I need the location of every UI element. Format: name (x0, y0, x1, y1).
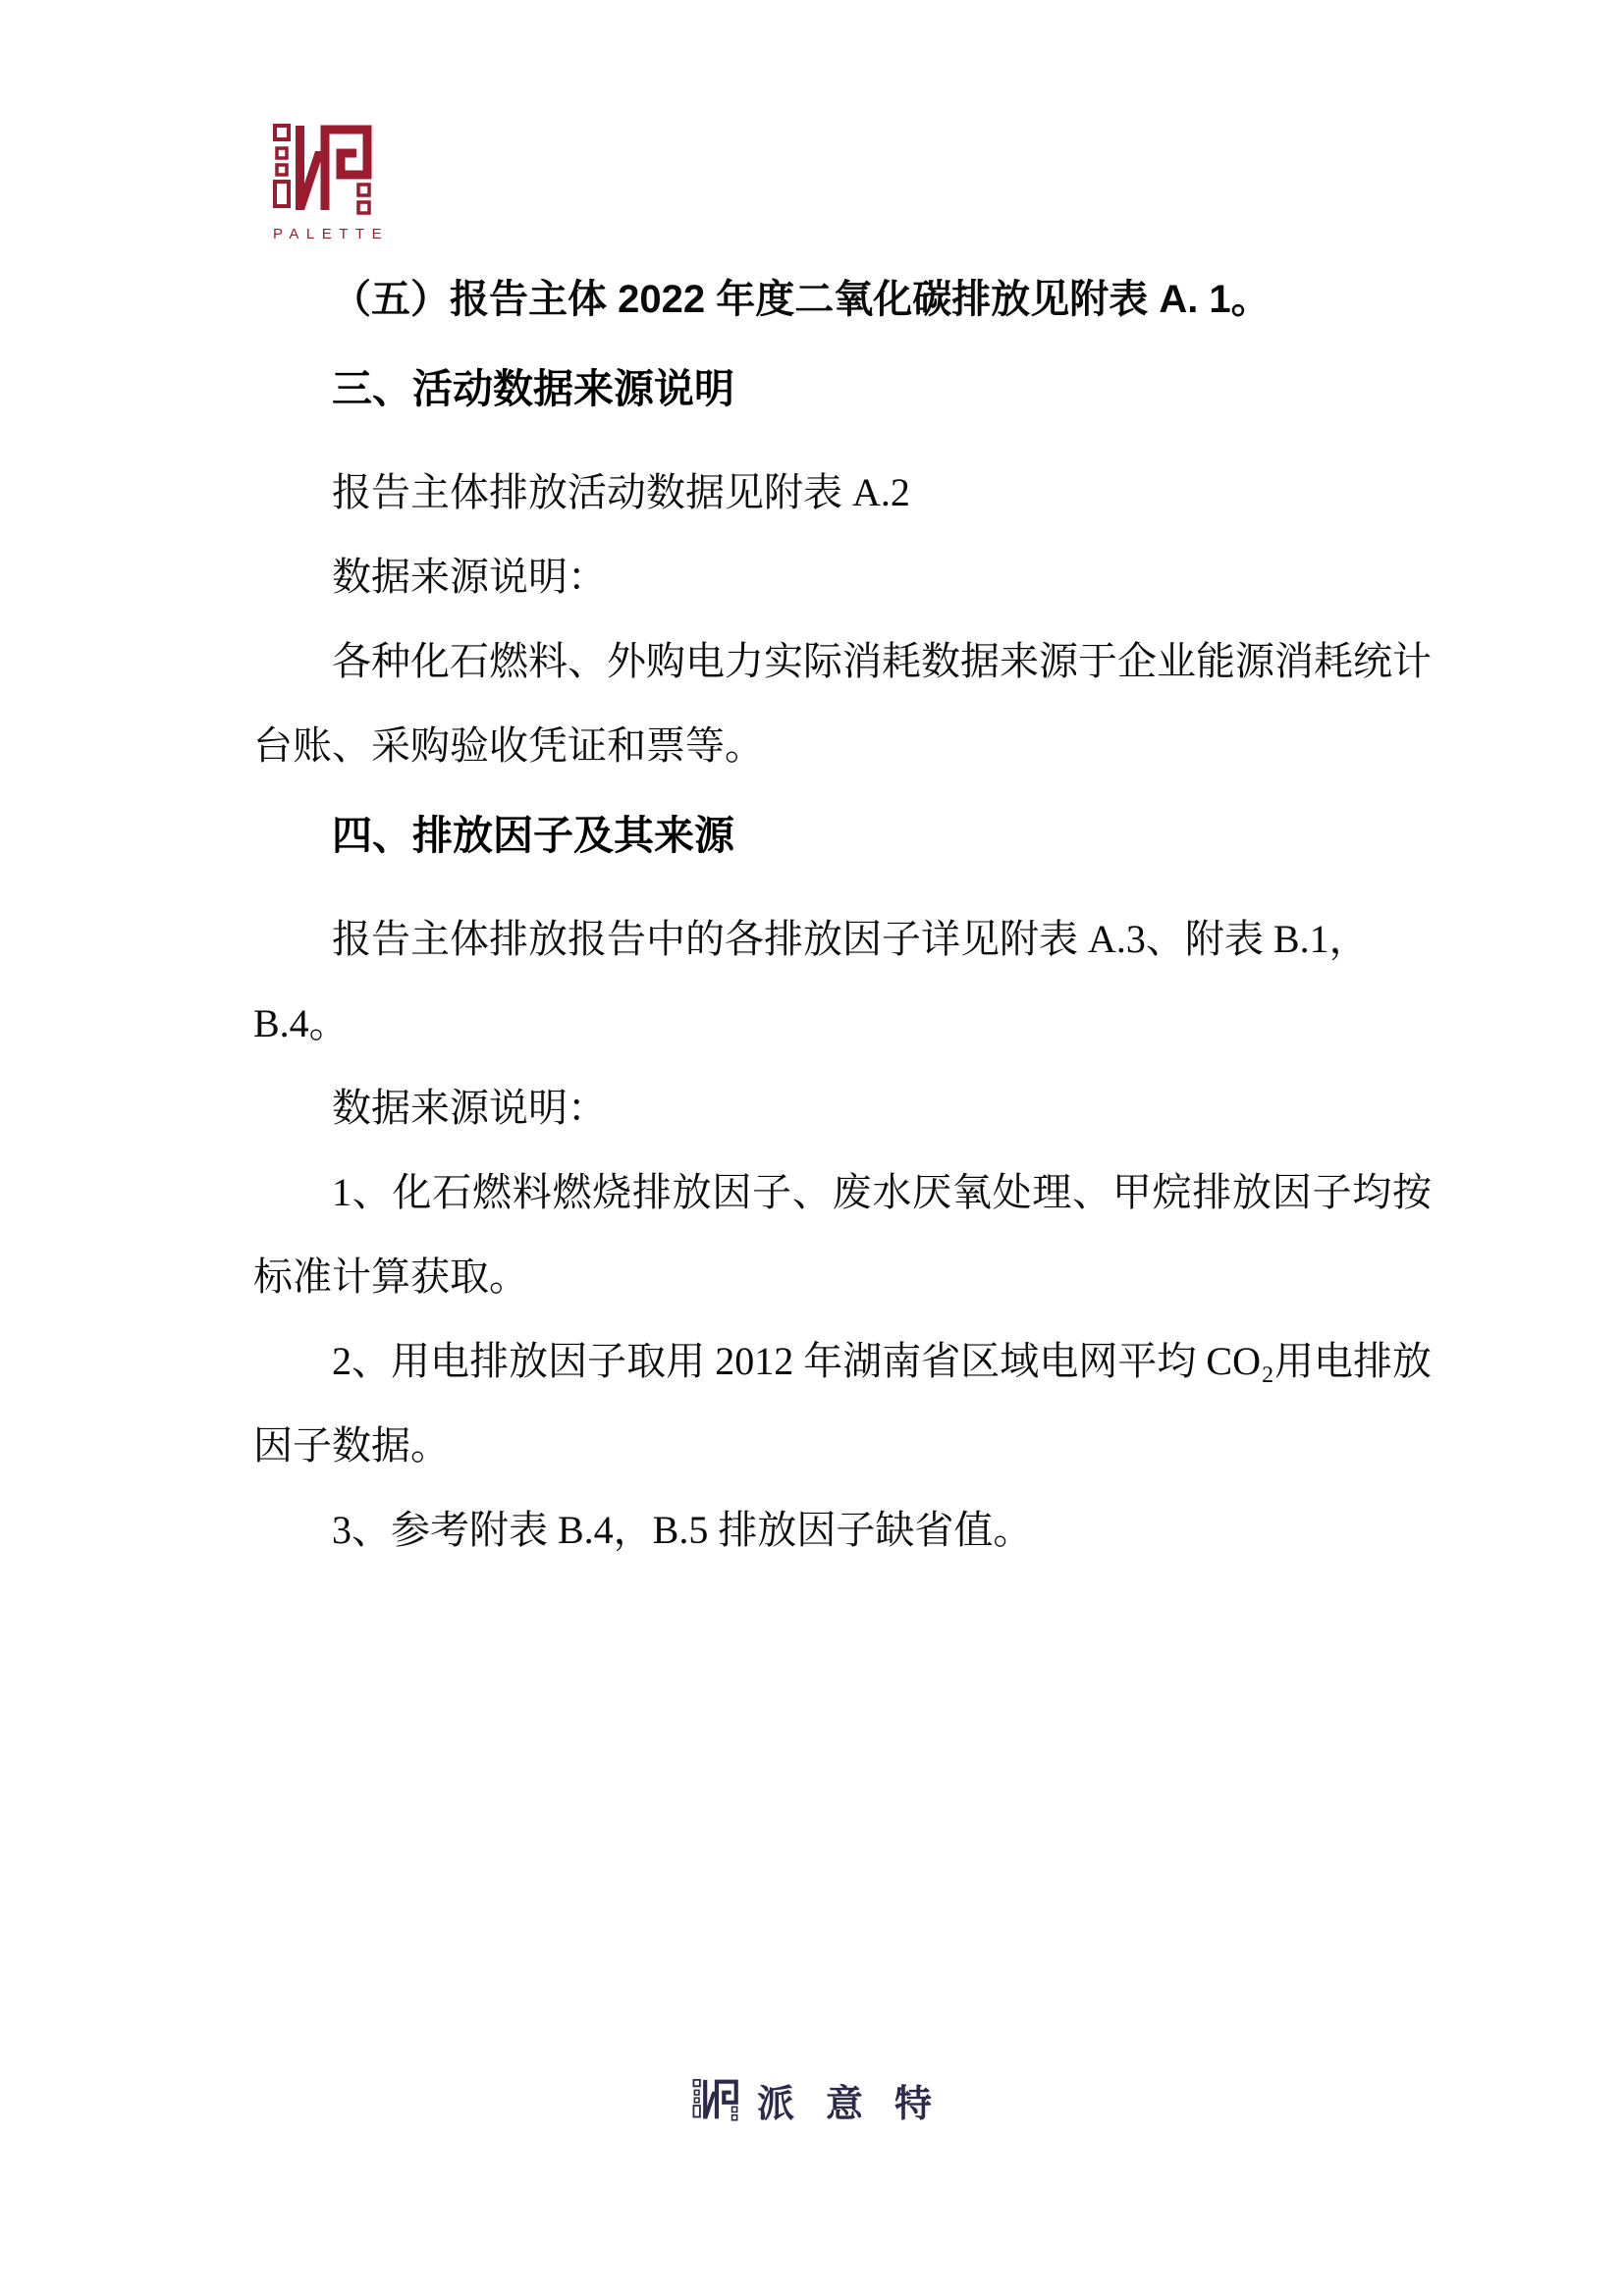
paragraph-line: 2、用电排放因子取用 2012 年湖南省区域电网平均 CO₂用电排放 (332, 1339, 1432, 1383)
page-footer (0, 2073, 1624, 2127)
palette-logo-icon (271, 122, 375, 220)
paragraph-source-label-1: 数据来源说明： (332, 555, 607, 599)
paragraph-item-2 (253, 1319, 1432, 1488)
paragraph-factor-ref: 报告主体排放报告中的各排放因子详见附表 A.3、附表 B.1，B.4。 (253, 917, 1369, 1045)
paragraph-line: 因子数据。 (253, 1423, 450, 1468)
paiyite-logo-icon (692, 2078, 739, 2123)
document-body (253, 257, 1432, 1573)
paragraph-item-3: 3、参考附表 B.4，B.5 排放因子缺省值。 (332, 1508, 1033, 1552)
paragraph-line: 各种化石燃料、外购电力实际消耗数据来源于企业能源消耗统计 (332, 639, 1432, 683)
section-heading-emission-factor: 四、排放因子及其来源 (332, 813, 734, 858)
header-logo (271, 122, 390, 242)
paragraph-source-label-2: 数据来源说明： (332, 1086, 607, 1130)
paragraph-activity-ref: 报告主体排放活动数据见附表 A.2 (332, 470, 910, 514)
paragraph-intro: （五）报告主体 2022 年度二氧化碳排放见附表 A. 1。 (332, 278, 1271, 321)
paragraph-line: 标准计算获取。 (253, 1255, 528, 1299)
paragraph-item-1 (253, 1150, 1432, 1319)
paiyite-logo-text: 派意特 (756, 2084, 963, 2125)
palette-logo-text: PALETTE (273, 226, 390, 242)
paragraph-fuel (253, 619, 1432, 788)
paragraph-line: 台账、采购验收凭证和票等。 (253, 723, 764, 768)
section-heading-activity-data: 三、活动数据来源说明 (332, 366, 734, 411)
paragraph-line: 1、化石燃料燃烧排放因子、废水厌氧处理、甲烷排放因子均按 (332, 1170, 1432, 1214)
